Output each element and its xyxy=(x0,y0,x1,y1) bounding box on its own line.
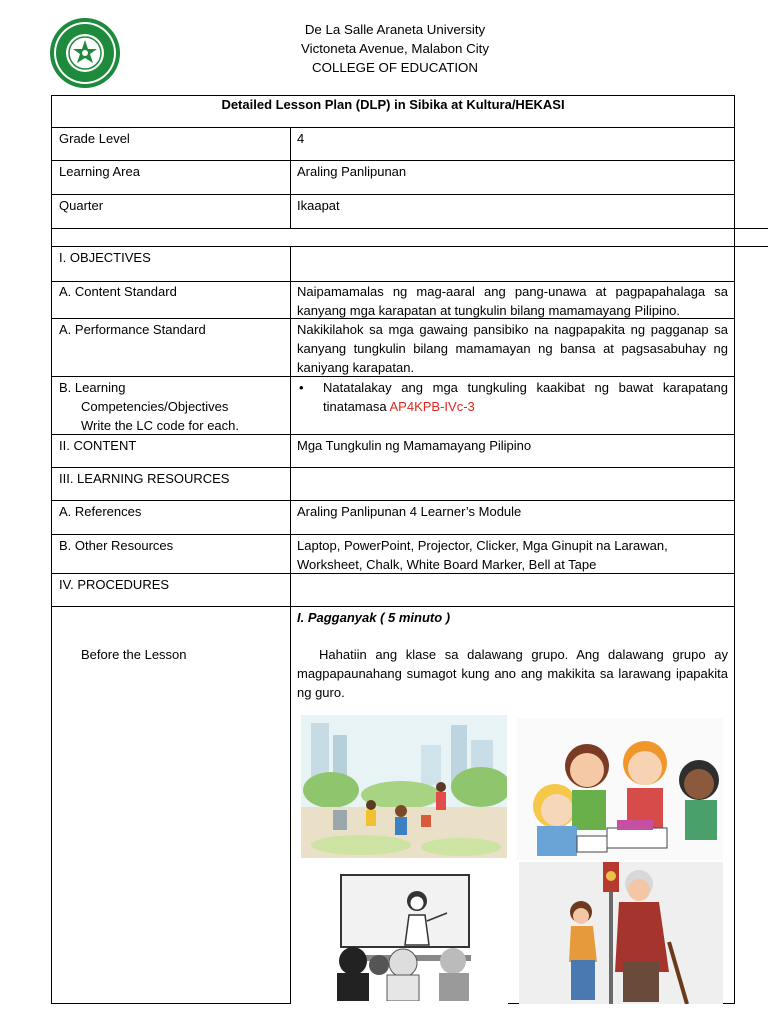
content-standard-value: Naipamamalas ng mag-aaral ang pang-unawa at pagpapahalaga sa kanyang mga karapatan at tungkulin bilang mamamayang Pilipino. xyxy=(297,284,728,318)
quarter-value: Ikaapat xyxy=(297,198,340,213)
lc-code: AP4KPB-IVc-3 xyxy=(389,399,475,414)
other-resources-label: B. Other Resources xyxy=(59,538,174,553)
learning-competencies-value xyxy=(297,378,728,416)
lc-label-line-1: B. Learning xyxy=(59,380,126,395)
children-reading-illustration xyxy=(517,718,723,860)
quarter-label: Quarter xyxy=(59,198,104,213)
row-divider xyxy=(51,534,735,535)
content-value: Mga Tungkulin ng Mamamayang Pilipino xyxy=(297,438,532,453)
row-divider xyxy=(735,246,768,247)
college-name: COLLEGE OF EDUCATION xyxy=(312,60,478,75)
document-header xyxy=(0,20,768,77)
grade-level-label: Grade Level xyxy=(59,131,130,146)
content-label: II. CONTENT xyxy=(59,438,137,453)
learning-area-value: Araling Panlipunan xyxy=(297,164,407,179)
lc-description: Natatalakay ang mga tungkuling kaakibat ng bawat karapatang tinatamasa xyxy=(323,380,728,414)
row-divider xyxy=(51,606,735,607)
learning-area-label: Learning Area xyxy=(59,164,140,179)
content-standard-label: A. Content Standard xyxy=(59,284,177,299)
row-divider xyxy=(51,246,735,247)
pagganyak-heading: I. Pagganyak ( 5 minuto ) xyxy=(297,610,451,625)
learning-competencies-label xyxy=(59,378,239,435)
pagganyak-text: Hahatiin ang klase sa dalawang grupo. Ang dalawang grupo ay magpapaunahang sumagot kung ano ang makikita sa larawang ipapakita ng guro. xyxy=(297,647,728,700)
row-divider xyxy=(51,467,735,468)
row-divider xyxy=(51,160,735,161)
procedures-heading: IV. PROCEDURES xyxy=(59,577,170,592)
references-label: A. References xyxy=(59,504,142,519)
performance-standard-label: A. Performance Standard xyxy=(59,322,206,337)
row-divider xyxy=(51,127,735,128)
before-the-lesson-label: Before the Lesson xyxy=(81,647,187,662)
classroom-teacher-illustration xyxy=(301,865,507,1001)
helping-elderly-illustration xyxy=(519,862,723,1004)
lc-label-line-2: Competencies/Objectives xyxy=(81,399,229,414)
references-value: Araling Panlipunan 4 Learner’s Module xyxy=(297,504,522,519)
other-resources-value: Laptop, PowerPoint, Projector, Clicker, Mga Ginupit na Larawan, Worksheet, Chalk, White Board Marker, Bell at Tape xyxy=(297,538,668,572)
row-divider xyxy=(51,228,735,229)
university-address: Victoneta Avenue, Malabon City xyxy=(300,41,489,56)
row-divider xyxy=(51,194,735,195)
lesson-plan-title: Detailed Lesson Plan (DLP) in Sibika at Kultura/HEKASI xyxy=(221,97,565,112)
lc-label-line-3: Write the LC code for each. xyxy=(81,418,240,433)
lc-text xyxy=(323,378,728,416)
column-divider xyxy=(290,127,291,228)
learning-resources-heading: III. LEARNING RESOURCES xyxy=(59,471,230,486)
row-divider xyxy=(735,228,768,229)
performance-standard-value: Nakikilahok sa mga gawaing pansibiko na nagpapakita ng pagganap sa kanyang tungkulin bilang mamamayan ng bansa at pagsasabuhay ng kaniyang karapatan. xyxy=(297,322,728,375)
grade-level-value: 4 xyxy=(297,131,305,146)
park-cleanup-illustration xyxy=(301,715,507,858)
bullet: • xyxy=(299,380,304,395)
row-divider xyxy=(51,1003,291,1004)
row-divider xyxy=(723,1003,735,1004)
row-divider xyxy=(51,500,735,501)
objectives-heading: I. OBJECTIVES xyxy=(59,250,151,265)
column-divider xyxy=(290,246,291,1004)
university-name: De La Salle Araneta University xyxy=(304,22,486,37)
